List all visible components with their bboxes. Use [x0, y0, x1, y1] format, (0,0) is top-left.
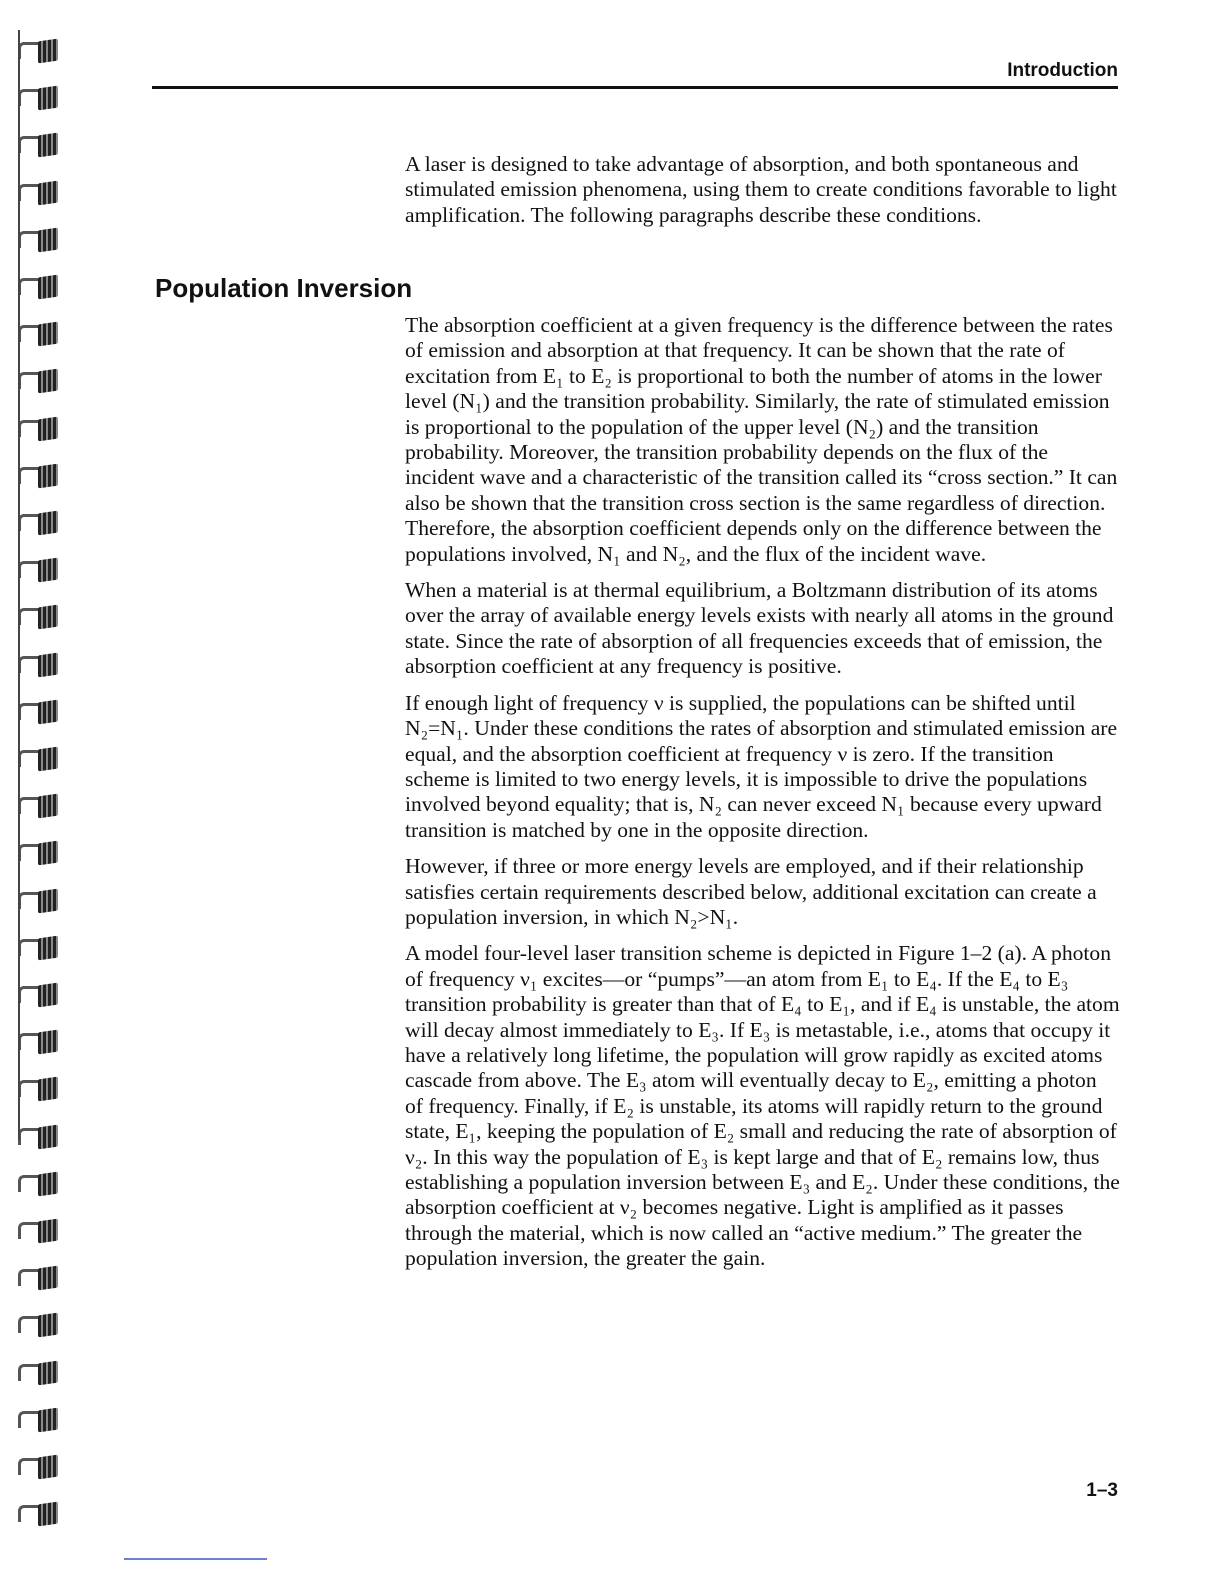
binding-coil — [18, 1503, 64, 1525]
binding-coil — [18, 418, 64, 440]
binding-coil — [18, 748, 64, 770]
binding-coil — [18, 40, 64, 62]
binding-coil — [18, 890, 64, 912]
body-paragraph-5: A model four-level laser transition scheme is depicted in Figure 1–2 (a). A photon of frequency ν₁ excites—or “pumps”—an atom from E₁ to E₄. If the E₄ to E₃ transition probability is greater than that of E₄ to E₁, and if E₄ is unstable, the atom will decay almost immediately to E₃. If E₃ is metastable, i.e., atoms that occupy it have a relatively long lifetime, the population will grow rapidly as excited atoms cascade from above. The E₃ atom will eventually decay to E₂, emitting a photon of frequency. Finally, if E₂ is unstable, its atoms will rapidly return to the ground state, E₁, keeping the population of E₂ small and reducing the rate of absorption of ν₂. In this way the population of E₃ is kept large and that of E₂ remains low, thus establishing a population inversion between E₃ and E₂. Under these conditions, the absorption coefficient at ν₂ becomes negative. Light is amplified as it passes through the material, which is now called an “active medium.” The greater the population inversion, the greater the gain. — [405, 941, 1120, 1271]
binding-coil — [18, 842, 64, 864]
binding-coil — [18, 276, 64, 298]
binding-coil — [18, 984, 64, 1006]
page-number: 1–3 — [1086, 1480, 1118, 1501]
binding-coil — [18, 606, 64, 628]
binding-coil — [18, 1031, 64, 1053]
binding-coil — [18, 182, 64, 204]
binding-coil — [18, 795, 64, 817]
binding-coil — [18, 87, 64, 109]
spiral-binding — [18, 30, 66, 1550]
running-header — [152, 60, 1118, 89]
binding-coil — [18, 1173, 64, 1195]
binding-coil — [18, 559, 64, 581]
binding-coil — [18, 1220, 64, 1242]
intro-text — [405, 152, 1120, 239]
binding-coil — [18, 465, 64, 487]
header-title: Introduction — [1007, 60, 1118, 81]
binding-coil — [18, 1362, 64, 1384]
footer-rule — [124, 1558, 267, 1560]
binding-coil — [18, 370, 64, 392]
binding-coil — [18, 701, 64, 723]
binding-coil — [18, 937, 64, 959]
body-paragraph-1: The absorption coefficient at a given frequency is the difference between the rates of emission and absorption at that frequency. It can be shown that the rate of excitation from E₁ to E₂ is proportional to both the number of atoms in the lower level (N₁) and the transition probability. Similarly, the rate of stimulated emission is proportional to the population of the upper level (N₂) and the transition probability. Moreover, the transition probability depends on the flux of the incident wave and a characteristic of the transition called its “cross section.” It can also be shown that the transition cross section is the same regardless of direction. Therefore, the absorption coefficient depends only on the difference between the populations involved, N₁ and N₂, and the flux of the incident wave. — [405, 313, 1118, 566]
binding-coil — [18, 1078, 64, 1100]
body-paragraph-2: When a material is at thermal equilibrium, a Boltzmann distribution of its atoms over the array of available energy levels exists with nearly all atoms in the ground state. Since the rate of absorption of all frequencies exceeds that of emission, the absorption coefficient at any frequency is positive. — [405, 578, 1114, 679]
binding-coil — [18, 1126, 64, 1148]
section-heading: Population Inversion — [155, 273, 413, 303]
section-body — [405, 313, 1120, 1283]
binding-coil — [18, 1456, 64, 1478]
binding-coil — [18, 654, 64, 676]
binding-coil — [18, 1267, 64, 1289]
binding-coil — [18, 134, 64, 156]
body-paragraph-3: If enough light of frequency ν is supplied, the populations can be shifted until N₂=N₁. Under these conditions the rates of absorption and stimulated emission are equal, and the absorption coefficient at frequency ν is zero. If the transition scheme is limited to two energy levels, it is impossible to drive the populations involved beyond equality; that is, N₂ can never exceed N₁ because every upward transition is matched by one in the opposite direction. — [405, 690, 1118, 842]
binding-coil — [18, 1409, 64, 1431]
binding-coil — [18, 1314, 64, 1336]
body-paragraph-4: However, if three or more energy levels are employed, and if their relationship satisfies certain requirements described below, additional excitation can create a population inversion, in which N₂>N₁. — [405, 854, 1097, 929]
intro-paragraph: A laser is designed to take advantage of absorption, and both spontaneous and stimulated emission phenomena, using them to create conditions favorable to light amplification. The following paragraphs describe these conditions. — [405, 152, 1117, 227]
binding-coil — [18, 323, 64, 345]
binding-spine — [18, 30, 20, 1140]
binding-coil — [18, 229, 64, 251]
binding-coil — [18, 512, 64, 534]
